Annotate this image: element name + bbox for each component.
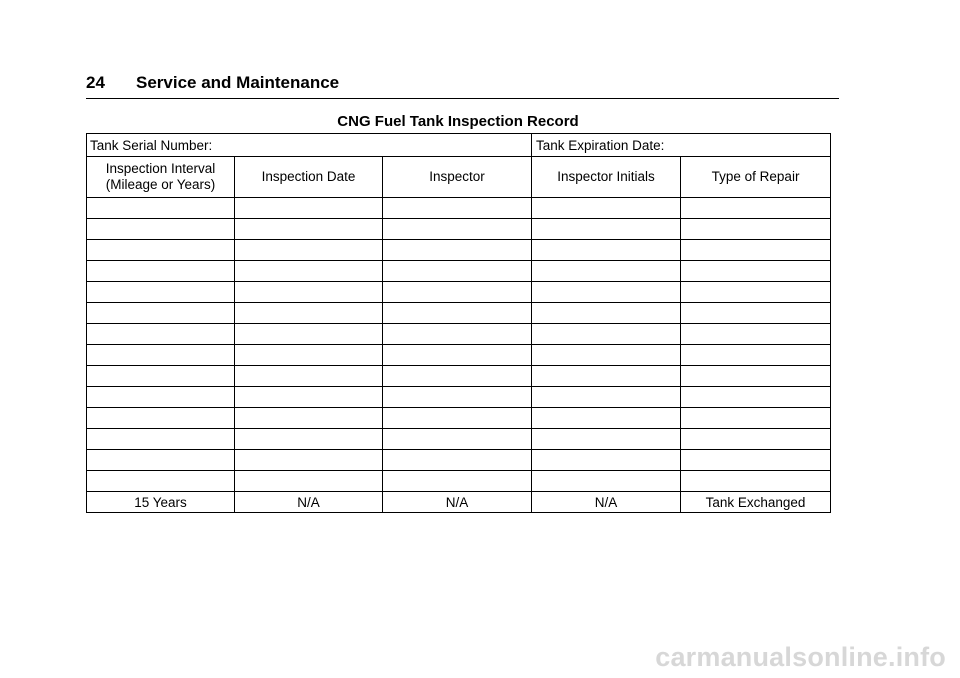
blank-record-cell	[681, 198, 831, 219]
tank-serial-number-label: Tank Serial Number:	[90, 137, 213, 153]
blank-record-cell	[681, 282, 831, 303]
blank-record-cell	[235, 450, 383, 471]
column-header-row	[87, 157, 831, 198]
blank-record-cell	[532, 219, 681, 240]
blank-record-row	[87, 471, 831, 492]
blank-record-cell	[87, 429, 235, 450]
blank-record-cell	[235, 282, 383, 303]
column-header-line: Inspection Date	[261, 169, 356, 184]
column-header-inspection-interval	[87, 157, 235, 198]
blank-record-cell	[235, 366, 383, 387]
blank-record-cell	[681, 429, 831, 450]
tank-expiration-date-cell	[532, 134, 831, 157]
final-row-type-of-repair: Tank Exchanged	[681, 492, 831, 513]
blank-record-cell	[383, 429, 532, 450]
blank-record-row	[87, 366, 831, 387]
blank-record-cell	[532, 471, 681, 492]
blank-record-cell	[87, 345, 235, 366]
blank-record-cell	[383, 282, 532, 303]
blank-record-cell	[235, 240, 383, 261]
blank-record-cell	[681, 366, 831, 387]
blank-record-cell	[87, 282, 235, 303]
blank-record-cell	[532, 345, 681, 366]
watermark-text: carmanualsonline.info	[655, 642, 946, 672]
final-row-interval: 15 Years	[87, 492, 235, 513]
blank-record-cell	[681, 303, 831, 324]
blank-record-cell	[87, 261, 235, 282]
blank-record-cell	[681, 450, 831, 471]
column-header-line: Inspection Interval	[105, 161, 216, 176]
inspection-record-table	[86, 133, 831, 513]
blank-record-cell	[87, 471, 235, 492]
section-title: Service and Maintenance	[136, 73, 340, 92]
blank-record-row	[87, 345, 831, 366]
blank-record-row	[87, 282, 831, 303]
blank-record-cell	[532, 387, 681, 408]
tank-expiration-date-label: Tank Expiration Date:	[536, 137, 665, 153]
blank-record-cell	[383, 324, 532, 345]
tank-serial-number-cell	[87, 134, 532, 157]
blank-record-cell	[532, 324, 681, 345]
column-header-inspector	[383, 157, 532, 198]
blank-record-cell	[681, 345, 831, 366]
blank-record-cell	[235, 429, 383, 450]
blank-record-row	[87, 240, 831, 261]
blank-record-cell	[383, 345, 532, 366]
blank-record-cell	[383, 261, 532, 282]
blank-record-cell	[383, 219, 532, 240]
blank-record-cell	[87, 387, 235, 408]
blank-record-cell	[235, 198, 383, 219]
blank-record-cell	[235, 261, 383, 282]
column-header-line: Inspector Initials	[557, 169, 655, 184]
page-header	[86, 72, 839, 99]
column-header-type-of-repair	[681, 157, 831, 198]
blank-record-cell	[681, 387, 831, 408]
blank-record-row	[87, 324, 831, 345]
blank-record-cell	[532, 198, 681, 219]
blank-record-cell	[681, 408, 831, 429]
tank-info-row	[87, 134, 831, 157]
column-header-line: (Mileage or Years)	[105, 177, 216, 192]
blank-record-cell	[532, 282, 681, 303]
blank-record-cell	[532, 366, 681, 387]
final-row-inspector-initials: N/A	[532, 492, 681, 513]
blank-record-cell	[235, 387, 383, 408]
blank-record-cell	[87, 450, 235, 471]
blank-record-cell	[87, 408, 235, 429]
blank-record-cell	[87, 303, 235, 324]
blank-record-cell	[383, 450, 532, 471]
blank-record-cell	[87, 198, 235, 219]
blank-record-row	[87, 387, 831, 408]
blank-record-cell	[383, 240, 532, 261]
column-header-inspector-initials	[532, 157, 681, 198]
blank-record-cell	[383, 471, 532, 492]
blank-record-cell	[87, 240, 235, 261]
final-record-row	[87, 492, 831, 513]
blank-record-row	[87, 303, 831, 324]
final-row-inspection-date: N/A	[235, 492, 383, 513]
column-header-line: Type of Repair	[711, 169, 800, 184]
blank-record-cell	[681, 240, 831, 261]
blank-record-cell	[532, 261, 681, 282]
column-header-line: Inspector	[429, 169, 485, 184]
blank-record-cell	[87, 219, 235, 240]
blank-record-cell	[532, 408, 681, 429]
blank-record-cell	[87, 324, 235, 345]
blank-record-cell	[532, 429, 681, 450]
blank-record-row	[87, 261, 831, 282]
blank-record-cell	[235, 303, 383, 324]
blank-record-cell	[532, 240, 681, 261]
blank-record-row	[87, 450, 831, 471]
blank-record-cell	[383, 387, 532, 408]
blank-record-cell	[681, 471, 831, 492]
blank-record-cell	[532, 303, 681, 324]
blank-record-row	[87, 198, 831, 219]
blank-record-cell	[532, 450, 681, 471]
blank-record-row	[87, 219, 831, 240]
blank-record-cell	[235, 324, 383, 345]
blank-record-cell	[383, 366, 532, 387]
blank-record-cell	[681, 261, 831, 282]
blank-record-cell	[235, 345, 383, 366]
blank-record-cell	[383, 198, 532, 219]
record-title: CNG Fuel Tank Inspection Record	[337, 113, 579, 130]
blank-record-row	[87, 408, 831, 429]
final-row-inspector: N/A	[383, 492, 532, 513]
blank-record-cell	[235, 471, 383, 492]
blank-record-cell	[681, 219, 831, 240]
page-number: 24	[86, 73, 105, 92]
column-header-inspection-date	[235, 157, 383, 198]
blank-record-cell	[681, 324, 831, 345]
blank-record-row	[87, 429, 831, 450]
blank-record-cell	[235, 219, 383, 240]
blank-record-cell	[87, 366, 235, 387]
blank-record-cell	[383, 408, 532, 429]
blank-record-cell	[235, 408, 383, 429]
blank-record-cell	[383, 303, 532, 324]
